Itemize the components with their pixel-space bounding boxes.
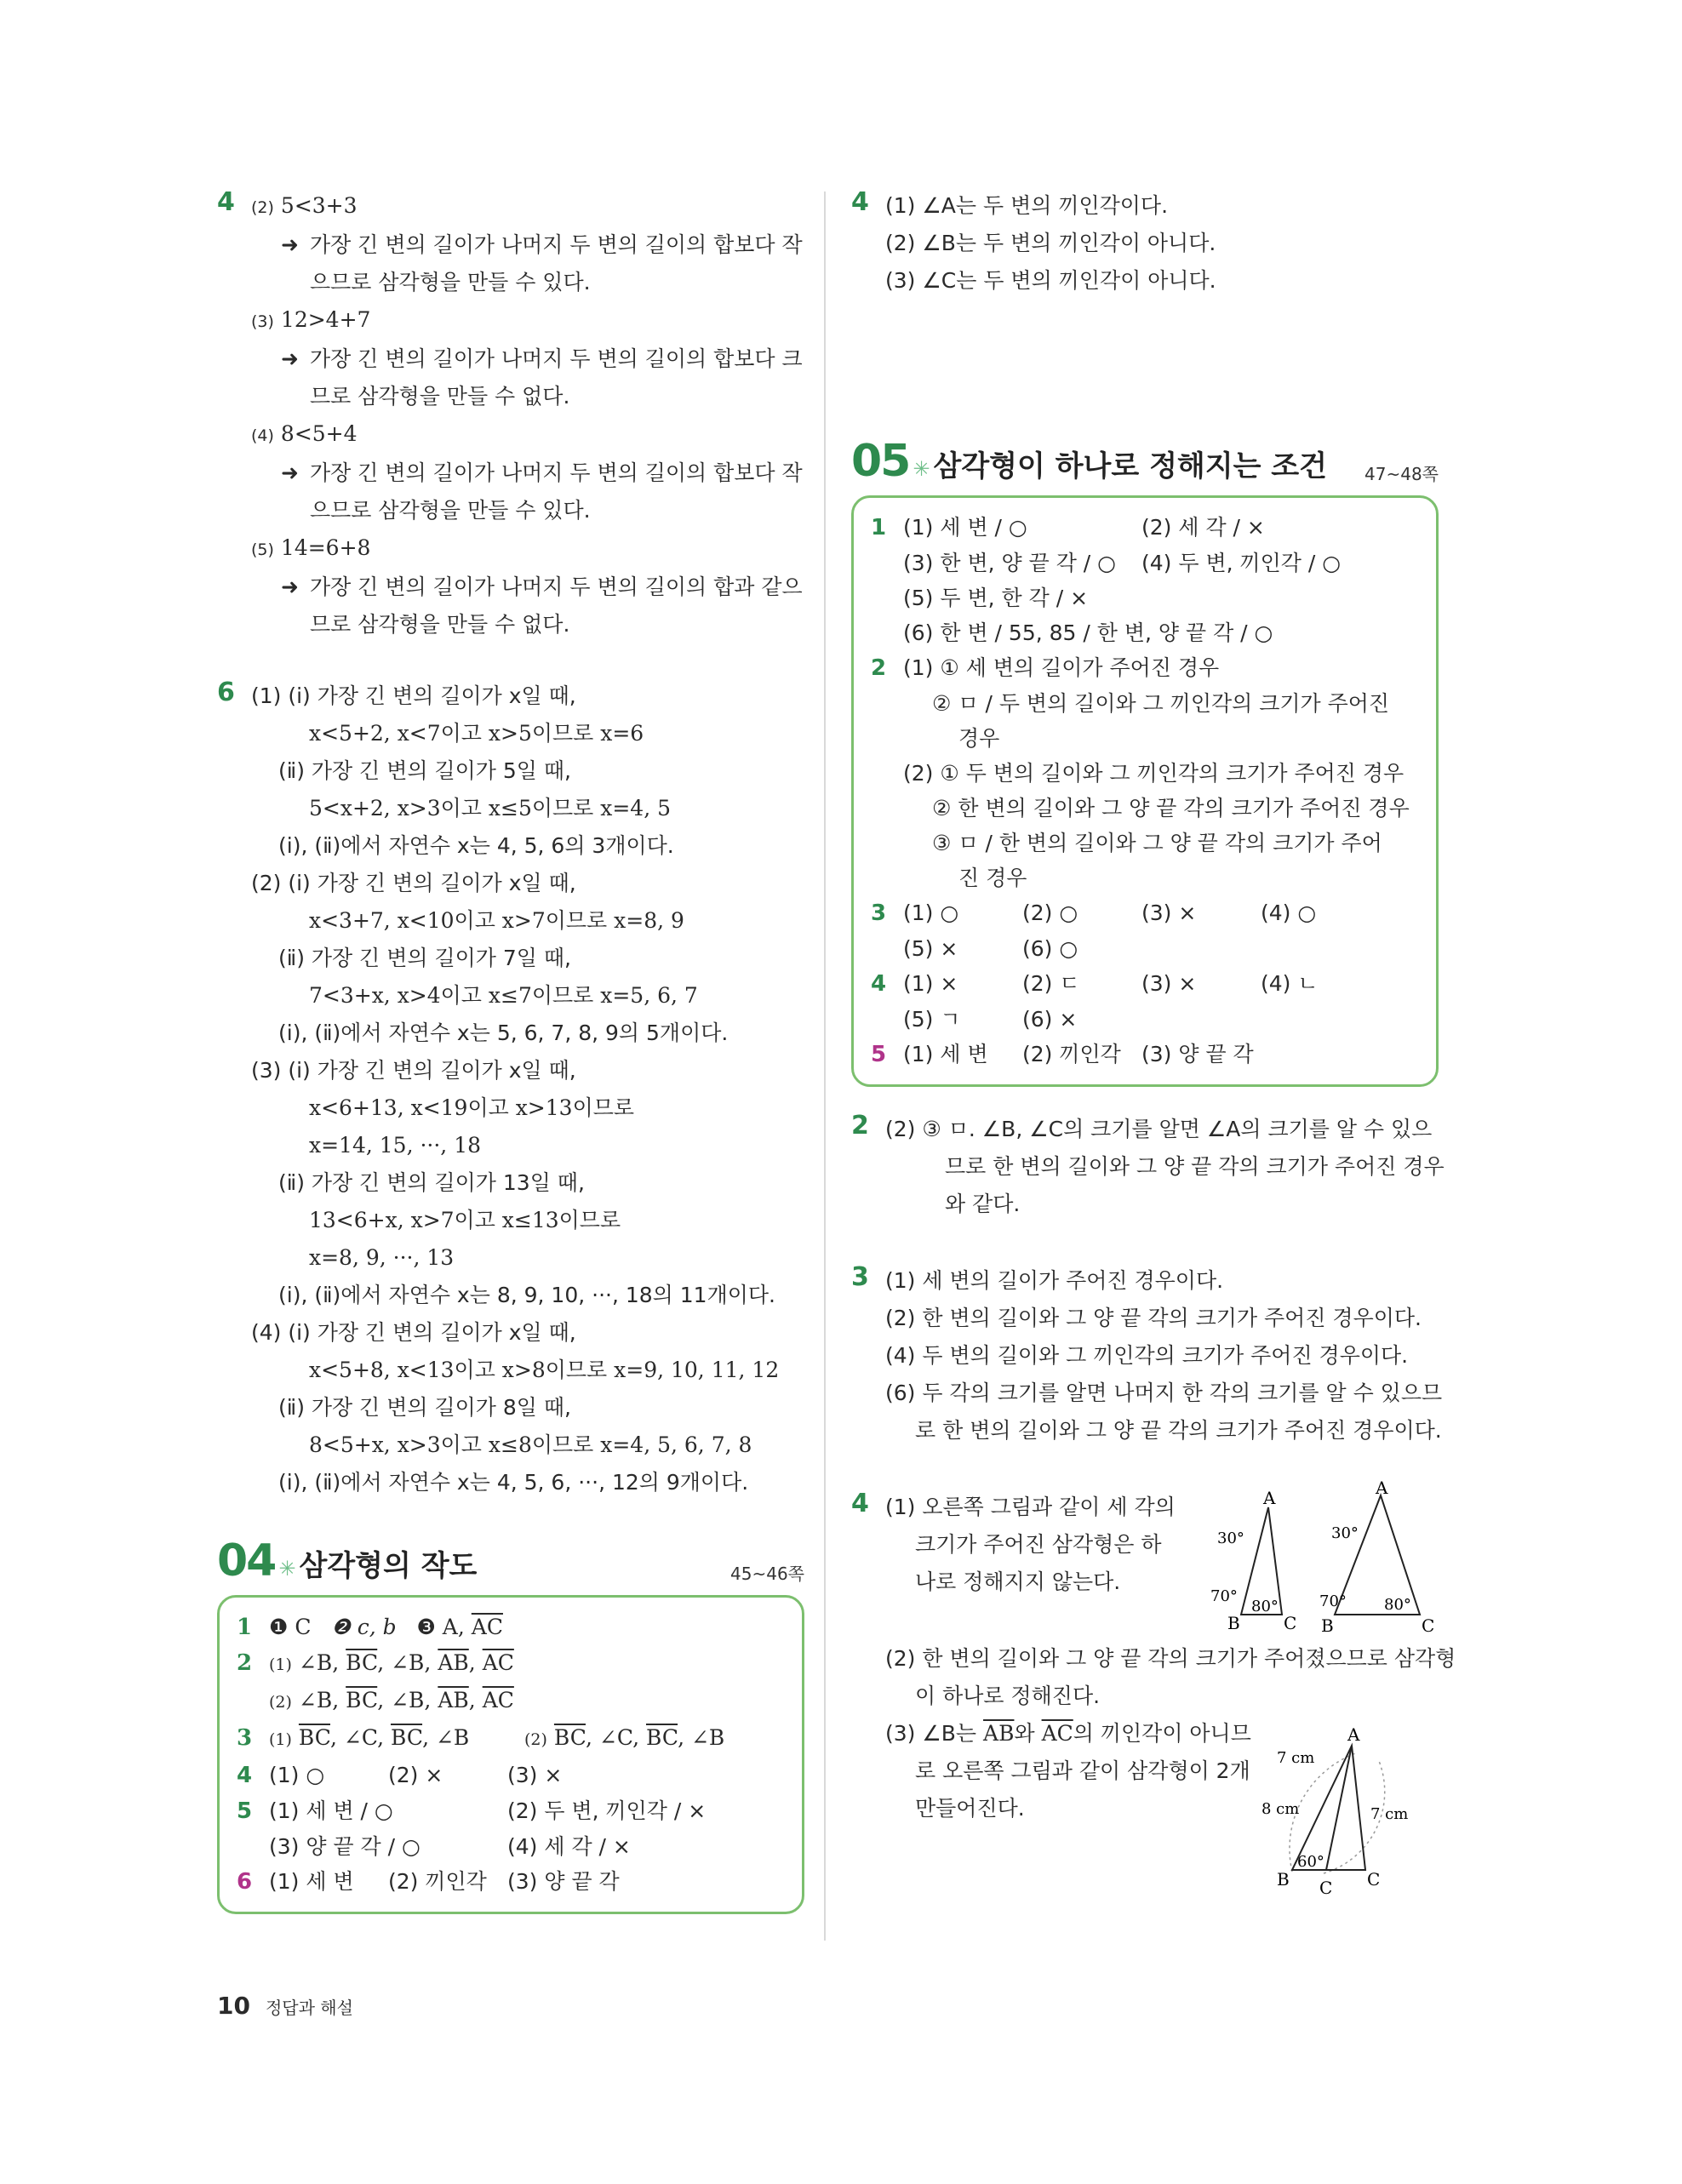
- vertex-label: A: [1347, 1724, 1360, 1745]
- section-pages: 47~48쪽: [1364, 464, 1439, 484]
- answer-4b-right: 4 (1) 오른쪽 그림과 같이 세 각의 크기가 주어진 삼각형은 하 나로 정해지지 않는다. A B C 30° 70° 80° A B C 30° 70° 80° (2) 한 변의 길이와 그 양 끝 각의 크기가 주어졌으므로 삼각형 이 하나로 정해진다. (3) ∠B는 $\overline{AB}$와 $\overline{AC}$의 끼인각이 아니므 로 오른쪽 그림과 같이 삼각형이 2개 만들어진다. A B C C 7 cm 8 cm 7 cm 60°: [851, 1478, 1456, 1898]
- side-label: 7 cm: [1370, 1805, 1409, 1823]
- angle-label: 80°: [1251, 1598, 1279, 1615]
- angle-label: 30°: [1331, 1524, 1359, 1542]
- figure-similar-triangles: [1192, 1478, 1447, 1642]
- triangle-small: [1210, 1488, 1296, 1633]
- angle-label: 70°: [1319, 1592, 1347, 1610]
- answer-6: 6 (1) (ⅰ) 가장 긴 변의 길이가 x일 때, x<5+2, x<7이고 x>5이므로 x=6 (ⅱ) 가장 긴 변의 길이가 5일 때, 5<x+2, x>3이고 x≤5이므로 x=4, 5 (ⅰ), (ⅱ)에서 자연수 x는 4, 5, 6의 3개이다. (2) (ⅰ) 가장 긴 변의 길이가 x일 때, x<3+7, x<10이고 x>7이므로 x=8, 9 (ⅱ) 가장 긴 변의 길이가 7일 때, 7<3+x, x>4이고 x≤7이므로 x=5, 6, 7 (ⅰ), (ⅱ)에서 자연수 x는 5, 6, 7, 8, 9의 5개이다. (3) (ⅰ) 가장 긴 변의 길이가 x일 때, x<6+13, x<19이고 x>13이므로 x=14, 15, ···, 18 (ⅱ) 가장 긴 변의 길이가 13일 때, 13<6+x, x>7이고 x≤13이므로 x=8, 9, ···, 13 (ⅰ), (ⅱ)에서 자연수 x는 8, 9, 10, ···, 18의 11개이다. (4) (ⅰ) 가장 긴 변의 길이가 x일 때, x<5+8, x<13이고 x>8이므로 x=9, 10, 11, 12 (ⅱ) 가장 긴 변의 길이가 8일 때, 8<5+x, x>3이고 x≤8이므로 x=4, 5, 6, 7, 8 (ⅰ), (ⅱ)에서 자연수 x는 4, 5, 6, ···, 12의 9개이다.: [217, 677, 780, 1495]
- triangle-large: [1319, 1478, 1434, 1636]
- angle-label: 60°: [1297, 1853, 1324, 1871]
- question-number: 3: [851, 1262, 869, 1292]
- question-number: 4: [851, 187, 869, 217]
- question-number: 4: [217, 187, 235, 217]
- answer-2-right: 2 (2) ③ ㅁ. ∠B, ∠C의 크기를 알면 ∠A의 크기를 알 수 있으 므로 한 변의 길이와 그 양 끝 각의 크기가 주어진 경우 와 같다.: [851, 1111, 1445, 1216]
- question-number: 6: [217, 677, 235, 707]
- section-title: 삼각형의 작도: [299, 1549, 478, 1583]
- star-icon: ✳: [913, 457, 930, 481]
- vertex-label: A: [1263, 1488, 1276, 1508]
- left-column: [217, 187, 804, 1914]
- vertex-label: C: [1367, 1869, 1381, 1890]
- vertex-label: C: [1284, 1613, 1297, 1633]
- section-number: 04: [217, 1535, 276, 1587]
- vertex-label: C: [1422, 1615, 1435, 1636]
- section-04-header: [217, 1535, 804, 1595]
- vertex-label: B: [1277, 1869, 1290, 1890]
- section-title: 삼각형이 하나로 정해지는 조건: [933, 449, 1327, 483]
- section-05-answer-box: 1 (1) 세 변 / ○ (2) 세 각 / × (3) 한 변, 양 끝 각 / ○ (4) 두 변, 끼인각 / ○ (5) 두 변, 한 각 / × (6) 한 변 / 55, 85 / 한 변, 양 끝 각 / ○ 2 (1) ① 세 변의 길이가 주어진 경우 ② ㅁ / 두 변의 길이와 그 끼인각의 크기가 주어진 경우 (2) ① 두 변의 길이와 그 끼인각의 크기가 주어진 경우 ② 한 변의 길이와 그 양 끝 각의 크기가 주어진 경우 ③ ㅁ / 한 변의 길이와 그 양 끝 각의 크기가 주어 진 경우 3 (1) ○ (2) ○ (3) × (4) ○ (5) × (6) ○ 4 (1) × (2) ㄷ (3) × (4) ㄴ (5) ㄱ (6) × 5 (1) 세 변 (2) 끼인각 (3) 양 끝 각: [851, 495, 1439, 1087]
- angle-label: 70°: [1210, 1587, 1238, 1605]
- column-divider: [824, 192, 826, 1941]
- question-number: 2: [851, 1111, 869, 1141]
- vertex-label: A: [1376, 1478, 1388, 1498]
- section-05-header: [851, 436, 1439, 495]
- section-number: 05: [851, 436, 910, 487]
- angle-label: 30°: [1217, 1529, 1244, 1547]
- vertex-label: C: [1319, 1878, 1333, 1898]
- right-column: [851, 187, 1456, 1898]
- question-number: 4: [851, 1489, 869, 1518]
- vertex-label: B: [1321, 1615, 1334, 1636]
- side-label: 7 cm: [1277, 1749, 1315, 1767]
- answer-3-right: 3 (1) 세 변의 길이가 주어진 경우이다. (2) 한 변의 길이와 그 양 끝 각의 크기가 주어진 경우이다. (4) 두 변의 길이와 그 끼인각의 크기가 주어진 경우이다. (6) 두 각의 크기를 알면 나머지 한 각의 크기를 알 수 있으므 로 한 변의 길이와 그 양 끝 각의 크기가 주어진 경우이다.: [851, 1262, 1443, 1443]
- answer-4-left: 4 (2) 5<3+3 ➜ 가장 긴 변의 길이가 나머지 두 변의 길이의 합보다 작 으므로 삼각형을 만들 수 있다. (3) 12>4+7 ➜ 가장 긴 변의 길이가 나머지 두 변의 길이의 합보다 크 므로 삼각형을 만들 수 없다. (4) 8<5+4 ➜ 가장 긴 변의 길이가 나머지 두 변의 길이의 합보다 작 으므로 삼각형을 만들 수 있다. (5) 14=6+8 ➜ 가장 긴 변의 길이가 나머지 두 변의 길이의 합과 같으 므로 삼각형을 만들 수 없다.: [217, 187, 803, 637]
- page-footer: [217, 1992, 353, 2020]
- section-04-answer-box: 1 ❶ C ❷ c, b ❸ A, $\overline{AC}$ 2 (1) ∠B, $\overline{BC}$, ∠B, $\overline{AB}$, $\overline{AC}$ (2) ∠B, $\overline{BC}$, ∠B, $\overline{AB}$, $\overline{AC}$ 3 (1) $\overline{BC}$, ∠C, $\overline{BC}$, ∠B (2) $\overline{BC}$, ∠C, $\overline{BC}$, ∠B 4 (1) ○ (2) × (3) × 5 (1) 세 변 / ○ (2) 두 변, 끼인각 / × (3) 양 끝 각 / ○ (4) 세 각 / × 6 (1) 세 변 (2) 끼인각 (3) 양 끝 각: [217, 1595, 804, 1914]
- vertex-label: B: [1227, 1613, 1240, 1633]
- side-label: 8 cm: [1262, 1800, 1300, 1818]
- section-pages: 45~46쪽: [730, 1564, 804, 1584]
- angle-label: 80°: [1384, 1596, 1411, 1614]
- star-icon: ✳: [278, 1557, 296, 1581]
- footer-label: 정답과 해설: [265, 1998, 353, 2018]
- page-number: 10: [217, 1992, 250, 2020]
- answer-4-right: 4 (1) ∠A는 두 변의 끼인각이다. (2) ∠B는 두 변의 끼인각이 아니다. (3) ∠C는 두 변의 끼인각이 아니다.: [851, 187, 1216, 293]
- figure-two-triangles: [1260, 1724, 1430, 1898]
